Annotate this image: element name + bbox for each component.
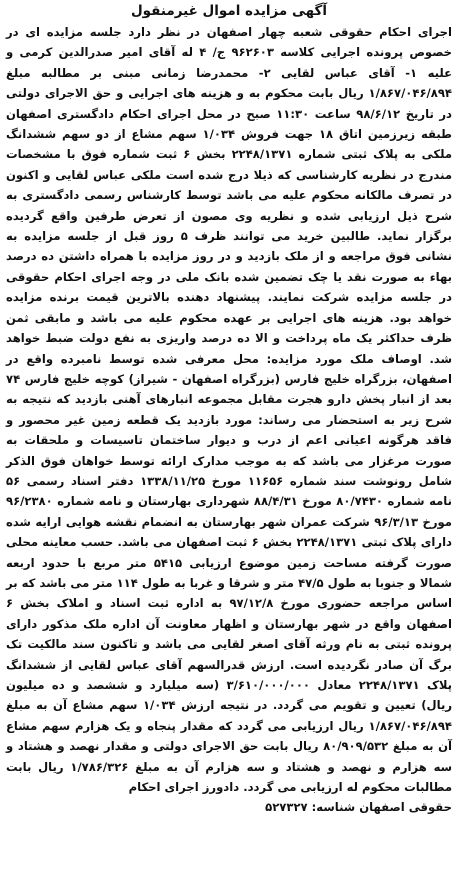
notice-title: آگهی مزایده اموال غیرمنقول xyxy=(130,3,328,19)
notice-footer: حقوقی اصفهان شناسه: ۵۲۷۳۲۷ xyxy=(265,800,452,815)
notice-body: اجرای احکام حقوقی شعبه چهار اصفهان در نظر دارد جلسه مزایده ای در خصوص پرونده اجرایی کلاسه ۹۶۲۶۰۳ ج/ ۴ له آقای امیر صدرالدین کرمی و علیه ۱- آقای عباس لقایی ۲- محمدرضا زمانی مبنی بر مطالبه مبلغ ۱/۸۶۷/۰۴۶/۸۹۴ ریال بابت محکوم به و هزینه های اجرایی و حق الاجرای دولتی در تاریخ ۹۸/۶/۱۲ ساعت ۱۱:۳۰ صبح در محل اجرای احکام دادگستری اصفهان طبقه زیرزمین اتاق ۱۸ جهت فروش ۱/۰۳۴ سهم مشاع از دو سهم ششدانگ ملکی به پلاک ثبتی شماره ۲۲۴۸/۱۳۷۱ بخش ۶ ثبت شماره فوق با مشخصات مندرج در نظریه کارشناسی که ذیلا درج شده است ملکی عباس لقایی و اکنون در تصرف مالکانه محکوم علیه می باشد توسط کارشناس رسمی دادگستری به شرح ذیل ارزیابی شده و نظریه وی مصون از تعرض طرفین واقع گردیده برگزار نماید. طالبین خرید می توانند ظرف ۵ روز قبل از جلسه مزایده به نشانی فوق مراجعه و از ملک بازدید و در روز مزایده با همراه داشتن ده درصد بهاء به صورت نقد یا چک تضمین شده بانک ملی در وجه اجرای احکام حقوقی در جلسه مزایده شرکت نمایند. پیشنهاد دهنده بالاترین قیمت برنده مزایده خواهد بود. هزینه های اجرایی بر عهده محکوم علیه می باشد و مابقی ثمن ظرف حداکثر یک ماه پرداخت و الا ده درصد واریزی به نفع دولت ضبط خواهد شد. اوصاف ملک مورد مزایده: محل معرفی شده توسط نامبرده واقع در اصفهان، بزرگراه خلیج فارس (بزرگراه اصفهان - شیراز) کوچه خلیج فارس ۷۴ بعد از انبار پخش دارو هجرت مقابل مجموعه انبارهای آهنی بازدید که نتیجه به شرح زیر به استحضار می رساند: مورد بازدید یک قطعه زمین غیر محصور و فاقد هرگونه اعیانی اعم از درب و دیوار ساختمان تاسیسات و ملحقات به صورت مرغزار می باشد که به موجب مدارک ارائه توسط خواهان فوق الذکر شامل رونوشت سند شماره ۱۱۶۵۶ مورخ ۱۳۳۸/۱۱/۲۵ دفتر اسناد رسمی ۵۶ نامه شماره ۸۰/۷۴۳۰ مورخ ۸۸/۴/۳۱ شهرداری بهارستان و نامه شماره ۹۶/۲۳۸۰ مورخ ۹۶/۳/۱۳ شرکت عمران شهر بهارستان به انضمام نقشه هوایی ارایه شده دارای پلاک ثبتی ۲۲۴۸/۱۳۷۱ بخش ۶ ثبت اصفهان می باشد. حسب معاینه محلی صورت گرفته مساحت زمین موضوع ارزیابی ۵۴۱۵ متر مربع با حدود اربعه شمالا و جنوبا به طول ۴۷/۵ متر و شرقا و غربا به طول ۱۱۴ متر می باشد که بر اساس مراجعه حضوری مورخ ۹۷/۱۲/۸ به اداره ثبت اسناد و املاک بخش ۶ اصفهان واقع در شهر بهارستان و اظهار معاونت آن اداره ملک مذکور دارای پرونده ثبتی به نام ورثه آقای اصغر لقایی می باشد و تاکنون سند مالکیت تک برگ آن صادر نگردیده است. ارزش قدرالسهم آقای عباس لقایی از ششدانگ پلاک ۲۲۴۸/۱۳۷۱ معادل ۳/۶۱۰/۰۰۰/۰۰۰ (سه میلیارد و ششصد و ده میلیون ریال) تعیین و تقویم می گردد. در نتیجه ارزش ۱/۰۳۴ سهم مشاع آن به مبلغ ۱/۸۶۷/۰۴۶/۸۹۴ ریال ارزیابی می گردد که مقدار پنجاه و یک هزارم سهم مشاع آن به مبلغ ۸۰/۹۰۹/۵۳۲ ریال بابت حق الاجرای دولتی و مقدار نهصد و هشتاد و سه هزارم و نهصد و هشتاد و سه هزارم آن به مبلغ ۱/۷۸۶/۳۲۶ ریال بابت مطالبات محکوم له ارزیابی می گردد. دادورز اجرای احکام xyxy=(6,25,453,795)
auction-notice xyxy=(6,2,452,817)
